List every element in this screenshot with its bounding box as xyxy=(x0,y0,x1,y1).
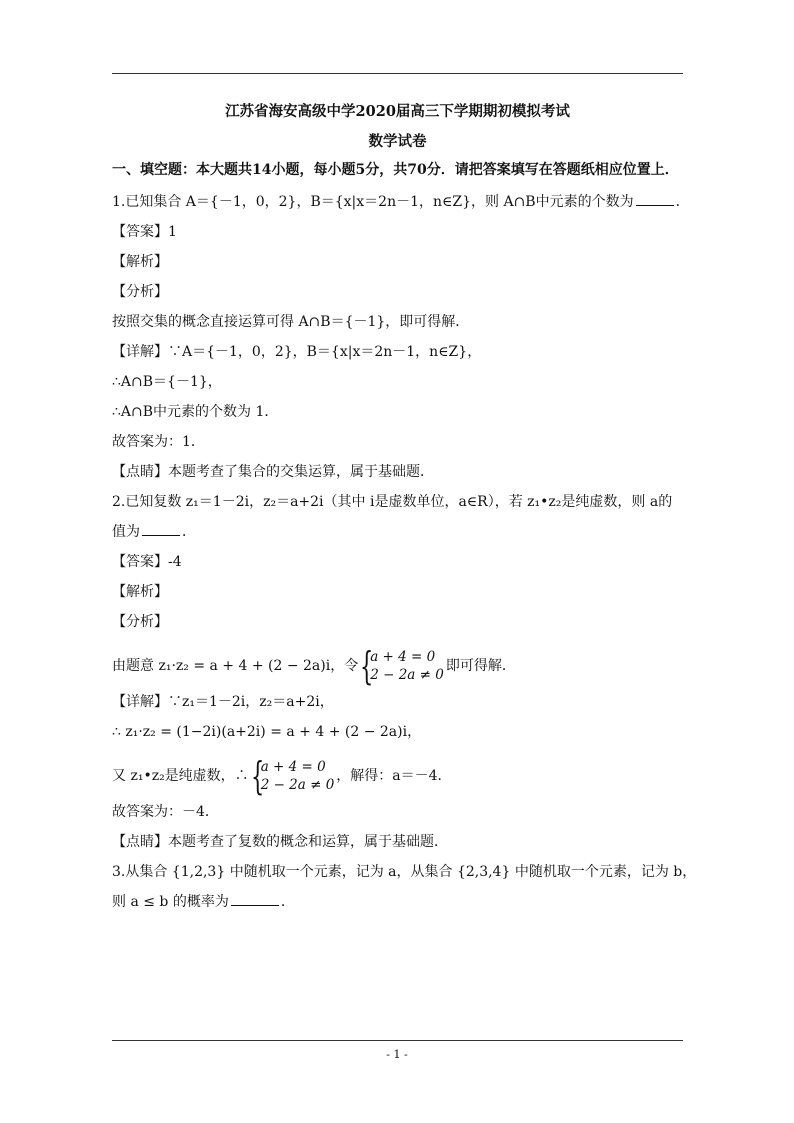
document-title: 江苏省海安高级中学2020届高三下学期期初模拟考试 xyxy=(225,103,570,120)
brace-glyph: { xyxy=(360,644,374,688)
answer-blank xyxy=(231,891,279,906)
question-2-comment: 【点睛】本题考查了复数的概念和运算，属于基础题． xyxy=(112,834,448,850)
question-2-step: ∴ z₁·z₂ = (1−2i)(a+2i) = a + 4 + (2 − 2a)i， xyxy=(112,724,422,740)
question-1-analysis: 按照交集的概念直接运算可得 A∩B＝{－1}，即可得解． xyxy=(112,314,470,330)
question-1-jiexi: 【解析】 xyxy=(112,254,168,270)
question-1-detail: 【详解】∵A＝{－1，0，2}，B＝{x|x＝2n－1，n∈Z}， xyxy=(112,344,482,360)
question-3-stem-cont xyxy=(112,884,683,914)
question-2-text: 值为 xyxy=(112,524,140,540)
question-1-conclusion: 故答案为：1． xyxy=(112,434,205,450)
question-1-end: ． xyxy=(675,194,690,210)
page-number: - 1 - xyxy=(386,1048,408,1061)
question-2-analysis xyxy=(112,634,683,688)
section-heading: 一、填空题：本大题共14小题，每小题5分，共70分．请把答案填写在答题纸相应位置上． xyxy=(112,162,679,178)
question-3-end: ． xyxy=(280,894,295,910)
system-row: 2 − 2a ≠ 0 xyxy=(370,667,444,683)
question-1-fenxi: 【分析】 xyxy=(112,284,168,300)
question-3-text: 则 a ≤ b 的概率为 xyxy=(112,894,229,910)
document-page xyxy=(112,100,697,914)
question-1-step: ∴A∩B中元素的个数为 1． xyxy=(112,404,279,420)
question-2-jiexi: 【解析】 xyxy=(112,584,168,600)
analysis-text: 即可得解． xyxy=(445,658,516,674)
question-2-fenxi: 【分析】 xyxy=(112,614,168,630)
question-2-step xyxy=(112,744,683,798)
question-1-text: 1.已知集合 A＝{－1，0，2}，B＝{x|x＝2n－1，n∈Z}，则 A∩B中元素的个数为 xyxy=(112,194,634,210)
question-1-answer: 【答案】1 xyxy=(112,224,177,240)
answer-blank xyxy=(636,191,674,206)
footer-rule xyxy=(112,1040,683,1041)
brace-glyph: { xyxy=(250,754,264,798)
step-text: ，解得：a＝－4． xyxy=(336,768,452,784)
equation-system xyxy=(360,644,444,688)
analysis-text: 由题意 z₁·z₂ = a + 4 + (2 − 2a)i，令 xyxy=(112,658,359,674)
question-1-step: ∴A∩B＝{－1}， xyxy=(112,374,222,390)
system-row: a + 4 = 0 xyxy=(260,759,326,775)
question-2-stem-cont xyxy=(112,514,683,544)
question-2-stem: 2.已知复数 z₁＝1－2i，z₂＝a+2i（其中 i是虚数单位，a∈R），若 z₁•z₂是纯虚数，则 a的 xyxy=(112,494,673,510)
step-text: 又 z₁•z₂是纯虚数，∴ xyxy=(112,768,249,784)
answer-blank xyxy=(142,521,180,536)
question-1-comment: 【点睛】本题考查了集合的交集运算，属于基础题． xyxy=(112,464,434,480)
question-2-conclusion: 故答案为：－4． xyxy=(112,804,219,820)
question-2-detail: 【详解】∵z₁＝1－2i，z₂＝a+2i， xyxy=(112,694,334,710)
equation-system xyxy=(250,754,335,798)
question-3-stem: 3.从集合 {1,2,3} 中随机取一个元素，记为 a，从集合 {2,3,4} 中随机取一个元素，记为 b， xyxy=(112,864,697,880)
system-row: a + 4 = 0 xyxy=(370,649,436,665)
question-2-end: ． xyxy=(182,524,196,540)
header-rule xyxy=(112,73,683,74)
system-row: 2 − 2a ≠ 0 xyxy=(260,777,335,793)
question-1-stem xyxy=(112,184,690,214)
document-subtitle: 数学试卷 xyxy=(368,133,427,150)
question-2-answer: 【答案】-4 xyxy=(112,554,182,570)
